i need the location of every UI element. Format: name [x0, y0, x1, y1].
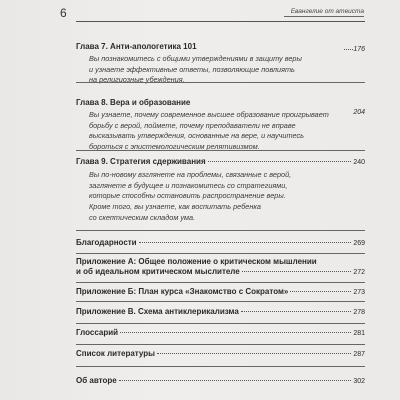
toc-entry-bibliography[interactable] — [76, 349, 365, 360]
section-divider — [76, 282, 365, 283]
toc-entry-chapter-9[interactable] — [76, 157, 365, 224]
toc-title: Глава 9. Стратегия сдерживания — [76, 157, 206, 166]
toc-page: 269 — [353, 240, 365, 247]
dot-leader — [208, 161, 352, 162]
section-divider — [76, 82, 365, 83]
toc-page: 281 — [353, 330, 365, 337]
toc-page: 272 — [353, 269, 365, 276]
toc-title: Список литературы — [76, 349, 155, 358]
toc-title: Благодарности — [76, 238, 137, 247]
toc-description — [89, 170, 339, 224]
desc-line: Вы познакомитесь с общими утверждениями в защиту веры — [89, 54, 302, 63]
section-divider — [76, 344, 365, 345]
section-divider — [76, 301, 365, 302]
desc-line: заглянете в будущее и познакомитесь со стратегиями, — [89, 180, 288, 190]
toc-page: 278 — [353, 309, 365, 316]
toc-title: Глава 7. Анти-апологетика 101 — [76, 42, 197, 51]
toc-entry-acknowledgements[interactable] — [76, 238, 365, 249]
toc-entry-appendix-a[interactable] — [76, 257, 365, 278]
toc-title: Глоссарий — [76, 328, 119, 337]
toc-description — [89, 110, 344, 153]
toc-page: 302 — [353, 378, 365, 385]
desc-line: и узнаете эффективные ответы, позволяющие повлиять — [89, 64, 295, 74]
toc-entry-appendix-c[interactable] — [76, 307, 365, 318]
desc-line: Кроме того, вы узнаете, как воспитать ребенка — [89, 202, 261, 212]
toc-title: Приложение Б: План курса «Знакомство с Сократом» — [76, 287, 289, 296]
dot-leader — [344, 49, 353, 50]
desc-line: бороться с эпистемологическим релятивизмом. — [89, 142, 260, 152]
desc-line: на религиозные убеждения. — [89, 75, 185, 85]
toc-entry-glossary[interactable] — [76, 328, 365, 339]
running-head: Евангелие от атеиста — [284, 8, 364, 17]
desc-line: Вы по-новому взглянете на проблемы, связанные с верой, — [89, 170, 292, 179]
toc-entry-chapter-7[interactable] — [76, 42, 365, 86]
dot-leader — [120, 332, 351, 333]
desc-line: со скептическим складом ума. — [89, 212, 196, 222]
page-number: 6 — [60, 6, 67, 20]
top-rule — [76, 21, 365, 22]
section-divider — [76, 323, 365, 324]
toc-entry-about-author[interactable] — [76, 376, 365, 387]
desc-line: Вы узнаете, почему современное высшее образование проигрывает — [89, 110, 329, 119]
dot-leader — [139, 242, 352, 243]
section-divider — [76, 150, 365, 151]
toc-title: Об авторе — [76, 376, 117, 385]
toc-page: 204 — [353, 109, 365, 116]
section-divider — [76, 366, 365, 367]
desc-line: которые способны остановить распространение веры. — [89, 191, 286, 201]
desc-line: высказывать утверждения, основанные на вере, и научитесь — [89, 131, 305, 141]
section-divider — [76, 230, 365, 231]
dot-leader — [241, 311, 352, 312]
toc-title: Приложение А: Общее положение о критическом мышлении — [76, 257, 317, 266]
toc-title-continued: и об идеальном критическом мыслителе — [76, 267, 240, 276]
toc-page: 273 — [353, 289, 365, 296]
dot-leader — [242, 271, 352, 272]
toc-page: 240 — [353, 159, 365, 166]
toc-page: 287 — [353, 351, 365, 358]
toc-title: Глава 8. Вера и образование — [76, 98, 191, 107]
toc-title: Приложение В. Схема антиклерикализма — [76, 307, 239, 316]
toc-entry-chapter-8[interactable] — [76, 98, 365, 153]
dot-leader — [119, 380, 352, 381]
toc-page: 176 — [353, 46, 365, 53]
dot-leader — [157, 353, 351, 354]
desc-line: борьбу с верой, поймете, почему преподаватели не вправе — [89, 120, 296, 130]
section-divider — [76, 253, 365, 254]
toc-entry-appendix-b[interactable] — [76, 287, 365, 298]
dot-leader — [290, 291, 351, 292]
